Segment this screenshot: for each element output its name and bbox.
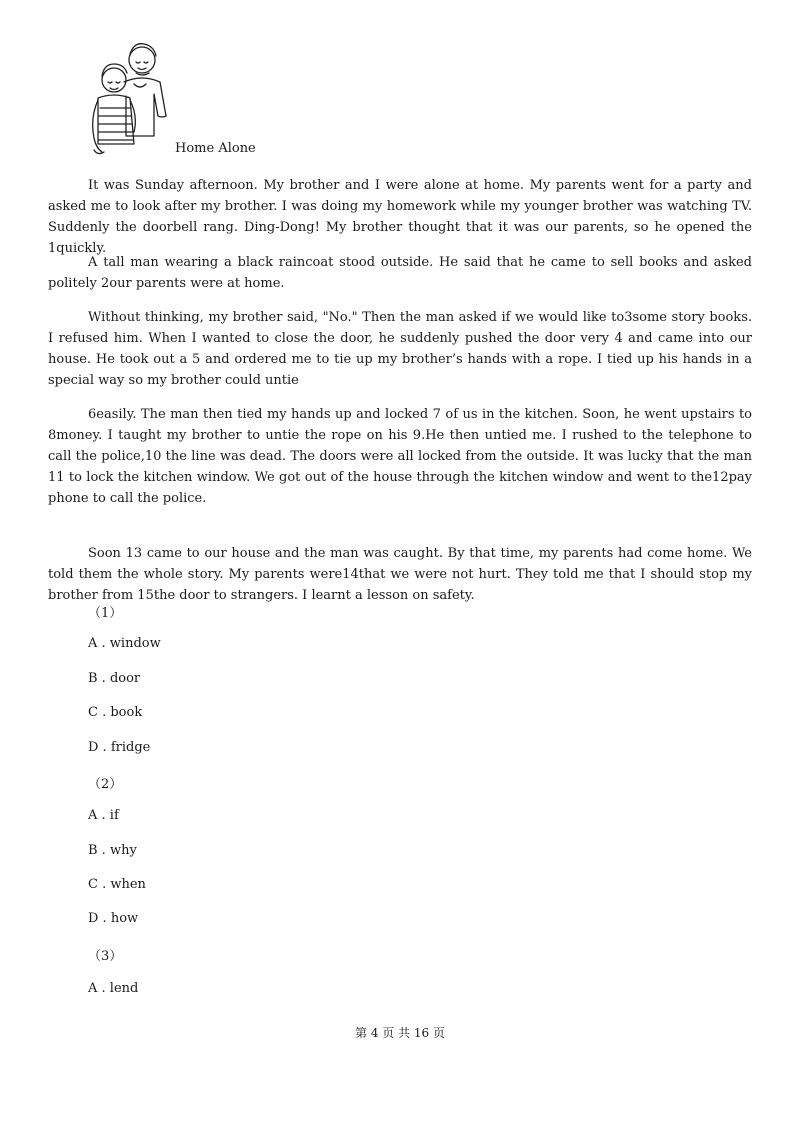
question-3-option-a[interactable]: A . lend <box>88 981 139 996</box>
paragraph-text: A tall man wearing a black raincoat stood outside. He said that he came to sell books and asked politely 2our parents were at home. <box>48 255 752 291</box>
paragraph-text: 6easily. The man then tied my hands up and locked 7 of us in the kitchen. Soon, he went upstairs to 8money. I taught my brother to untie the rope on his 9.He then untied me. I rushed to the telephone to call the police,10 the line was dead. The doors were all locked from the outside. It was lucky that the man 11 to lock the kitchen window. We got out of the house through the kitchen window and went to the12pay phone to call the police. <box>48 407 752 506</box>
question-1-option-c[interactable]: C . book <box>88 705 143 720</box>
paragraph-5 <box>48 543 752 606</box>
paragraph-text: Without thinking, my brother said, "No." Then the man asked if we would like to3some story books. I refused him. When I wanted to close the door, he suddenly pushed the door very 4 and came into our house. He took out a 5 and ordered me to tie up my brother’s hands with a rope. I tied up his hands in a special way so my brother could untie <box>48 310 752 388</box>
passage-title: Home Alone <box>175 141 256 156</box>
question-1-option-a[interactable]: A . window <box>88 636 161 651</box>
question-1-label: （1） <box>88 606 123 621</box>
paragraph-3 <box>48 307 752 391</box>
question-1-option-b[interactable]: B . door <box>88 671 141 686</box>
question-3-label: （3） <box>88 949 123 964</box>
paragraph-text: Soon 13 came to our house and the man was caught. By that time, my parents had come home. We told them the whole story. My parents were14that we were not hurt. They told me that I should stop my brother from 15the door to strangers. I learnt a lesson on safety. <box>48 546 752 603</box>
paragraph-2 <box>48 252 752 294</box>
question-2-option-a[interactable]: A . if <box>88 808 119 823</box>
page-footer: 第 4 页 共 16 页 <box>355 1026 445 1040</box>
question-2-option-b[interactable]: B . why <box>88 843 137 858</box>
question-2-option-d[interactable]: D . how <box>88 911 139 926</box>
question-2-label: （2） <box>88 777 123 792</box>
paragraph-1 <box>48 175 752 259</box>
question-1-option-d[interactable]: D . fridge <box>88 740 151 755</box>
question-2-option-c[interactable]: C . when <box>88 877 146 892</box>
paragraph-text: It was Sunday afternoon. My brother and I were alone at home. My parents went for a party and asked me to look after my brother. I was doing my homework while my younger brother was watching TV. Suddenly the doorbell rang. Ding-Dong! My brother thought that it was our parents, so he opened the 1quickly. <box>48 178 752 256</box>
two-boys-illustration <box>84 38 180 158</box>
paragraph-4 <box>48 404 752 509</box>
